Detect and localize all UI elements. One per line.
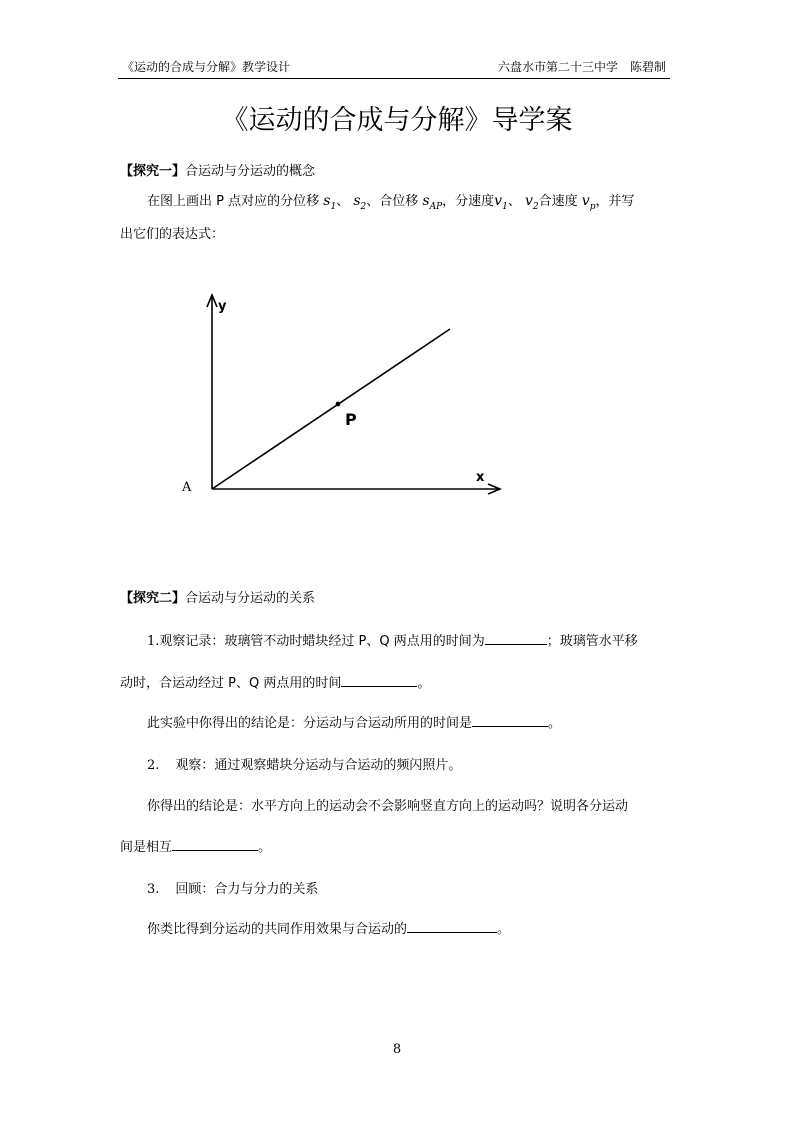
- blank-1[interactable]: [485, 632, 547, 645]
- blank-2[interactable]: [341, 674, 417, 687]
- conclusion3-end: 。: [497, 922, 511, 937]
- trajectory-line: [212, 329, 450, 489]
- symbol-s2: $s_2$: [353, 193, 367, 212]
- item2-text: 观察：通过观察蜡块分运动与合运动的频闪照片。: [175, 758, 462, 773]
- origin-label: A: [182, 480, 192, 495]
- item3-number: 3.: [147, 882, 160, 897]
- item1-text-b: ；玻璃管水平移: [546, 634, 638, 649]
- conclusion1-text: 此实验中你得出的结论是：分运动与合运动所用的时间是: [147, 716, 473, 731]
- header-rule: [118, 78, 670, 79]
- section1-heading-text: 合运动与分运动的概念: [185, 164, 316, 179]
- instr-part2: 、合位移: [366, 194, 419, 209]
- section2-heading-bracket: 【探究二】: [120, 591, 186, 606]
- conclusion3: [147, 918, 510, 937]
- conclusion1: [147, 712, 561, 731]
- conclusion1-end: 。: [548, 716, 562, 731]
- x-axis-label: x: [476, 470, 485, 485]
- header-left: 《运动的合成与分解》教学设计: [122, 60, 291, 74]
- conclusion2-end: 。: [258, 840, 272, 855]
- conclusion2-line1: 你得出的结论是：水平方向上的运动会不会影响竖直方向上的运动吗？说明各分运动: [147, 799, 629, 814]
- conclusion2-line2-text: 间是相互: [120, 840, 173, 855]
- item1-text-a: 观察记录：玻璃管不动时蜡块经过 P、Q 两点用的时间为: [159, 634, 485, 649]
- item2: [147, 754, 461, 773]
- item1-line2-text: 动时，合运动经过 P、Q 两点用的时间: [120, 676, 342, 691]
- instr-part3: ，分速度: [442, 194, 495, 209]
- section1-heading-bracket: 【探究一】: [120, 164, 186, 179]
- section1-instruction-line2: 出它们的表达式：: [120, 227, 225, 242]
- item1-number: 1.: [147, 634, 160, 649]
- item1-line2: [120, 672, 430, 691]
- section2-heading-text: 合运动与分运动的关系: [185, 591, 316, 606]
- instr-part5: ，并写: [595, 194, 635, 209]
- coordinate-diagram: [170, 285, 510, 505]
- symbol-v1: $v_1$: [494, 193, 508, 212]
- symbol-vp: $v_p$: [581, 193, 596, 212]
- point-p-dot: [336, 402, 341, 407]
- point-p-label: P: [345, 410, 357, 429]
- y-axis-label: y: [218, 299, 227, 314]
- instr-part1: 在图上画出 P 点对应的分位移: [147, 194, 320, 209]
- page-title: 《运动的合成与分解》导学案: [221, 105, 573, 136]
- blank-3[interactable]: [472, 714, 548, 727]
- header-right: 六盘水市第二十三中学 陈碧制: [497, 60, 666, 74]
- item3-text: 回顾：合力与分力的关系: [175, 882, 319, 897]
- item2-number: 2.: [147, 758, 160, 773]
- item1-line2-end: 。: [417, 676, 431, 691]
- section1-heading: [120, 160, 315, 179]
- section1-instruction-line1: [147, 190, 635, 212]
- conclusion3-text: 你类比得到分运动的共同作用效果与合运动的: [147, 922, 408, 937]
- symbol-s1: $s_1$: [323, 193, 337, 212]
- conclusion2-line2: [120, 836, 271, 855]
- item3: [147, 878, 318, 897]
- item1-line1: [147, 630, 638, 649]
- instr-sep2: 、: [507, 194, 521, 209]
- section2-heading: [120, 587, 315, 606]
- instr-part4: 合速度: [538, 194, 578, 209]
- instr-sep1: 、: [336, 194, 350, 209]
- page-number: 8: [392, 1042, 402, 1057]
- symbol-sAP: $s_{AP}$: [422, 193, 443, 212]
- symbol-v2: $v_2$: [524, 193, 539, 212]
- blank-5[interactable]: [407, 920, 497, 933]
- blank-4[interactable]: [172, 838, 258, 851]
